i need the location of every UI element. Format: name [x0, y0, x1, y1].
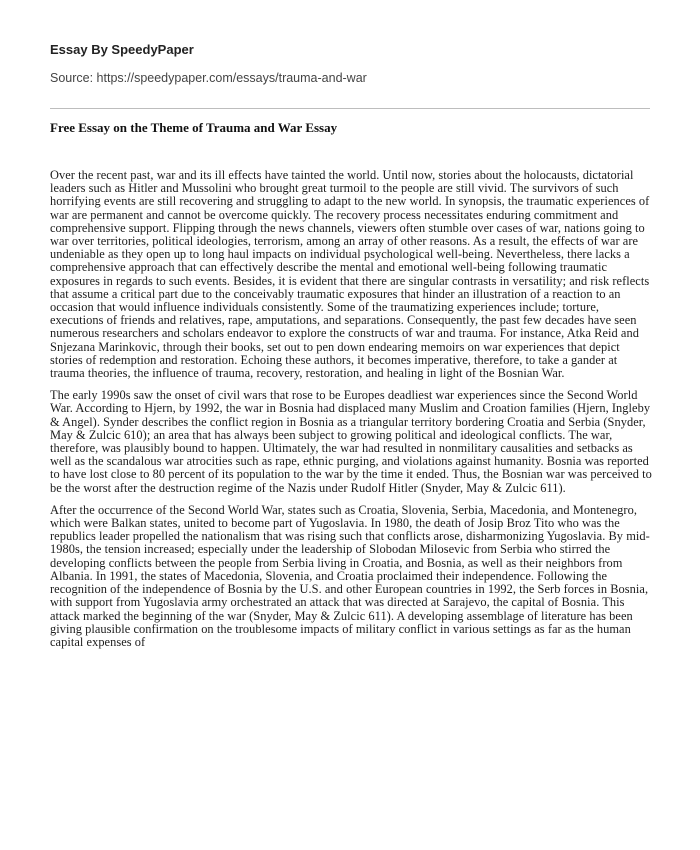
essay-title: Free Essay on the Theme of Trauma and War Essay [50, 120, 338, 135]
brand-title: Essay By SpeedyPaper [50, 42, 194, 57]
essay-paragraph-1: Over the recent past, war and its ill effects have tainted the world. Until now, stories about the holocausts, dictatorial leaders such as Hitler and Mussolini who brought great turmoil to the people are still vivid. The survivors of such horrifying events are still recovering and struggling to adapt to the new world. In synopsis, the traumatic experiences of war are permanent and cannot be overcome quickly. The recovery process necessitates enduring commitment and comprehensive support. Flipping through the news channels, viewers often stumble over cases of war, nations going to war over territories, political ideologies, terrorism, among an array of other reasons. As a result, the effects of war are undeniable as they open up to long haul impacts on individual psychological well-being. Nevertheless, there lacks a comprehensive approach that can effectively describe the mental and emotional well-being following traumatic exposures in regards to such events. Besides, it is evident that there are singular contrasts in versatility; and risk reflects that assume a critical part due to the conceivably traumatic exposures that hinder an illustration of a reaction to an occasion that would influence individuals consistently. Some of the traumatizing experiences include; torture, executions of friends and relatives, rape, amputations, and separations. Consequently, the past few decades have seen numerous researchers and scholars endeavor to explore the constructs of war and trauma. For instance, Atka Reid and Snjezana Marinkovic, through their books, set out to pen down endearing memoirs on war experiences that depict stories of redemption and restoration. Echoing these authors, it becomes imperative, therefore, to take a gander at trauma theories, the influence of trauma, recovery, restoration, and healing in light of the Bosnian War. [50, 168, 650, 381]
essay-paragraph-2: The early 1990s saw the onset of civil wars that rose to be Europes deadliest war experiences since the Second World War. According to Hjern, by 1992, the war in Bosnia had displaced many Muslim and Croation families (Hjern, Ingleby & Angel). Synder describes the conflict region in Bosnia as a triangular territory bordering Croatia and Serbia (Snyder, May & Zulcic 610); an area that has always been subject to growing political and ideological conflicts. The war, therefore, was plausibly bound to happen. Ultimately, the war had resulted in nonmilitary causalities and setbacks as well as the scandalous war atrocities such as rape, ethnic purging, and violations against humanity. Bosnia was reported to have lost close to 80 percent of its population to the war by the time it ended. Thus, the Bosnian war was perceived to be the worst after the destruction regime of the Nazis under Rudolf Hitler (Snyder, May & Zulcic 611). [50, 388, 652, 495]
header-divider [50, 108, 650, 109]
essay-body [50, 169, 652, 658]
essay-paragraph-3: After the occurrence of the Second World War, states such as Croatia, Slovenia, Serbia, Macedonia, and Montenegro, which were Balkan states, united to become part of Yugoslavia. In 1980, the death of Josip Broz Tito who was the republics leader propelled the nationalism that was rising such that conflicts arose, disharmonizing Yugoslavia. By mid-1980s, the tension increased; especially under the leadership of Slobodan Milosevic from Serbia who stirred the developing conflicts between the people from Serbia living in Croatia, and Bosnia, as well as their neighbors from Albania. In 1991, the states of Macedonia, Slovenia, and Croatia proclaimed their independence. Following the recognition of the independence of Bosnia by the U.S. and other European countries in 1992, the Serb forces in Bosnia, with support from Yugoslavia army orchestrated an attack that was directed at Sarajevo, the capital of Bosnia. This attack marked the beginning of the war (Snyder, May & Zulcic 611). A developing assemblage of literature has been giving plausible confirmation on the troublesome impacts of military conflict in various settings as far as the human capital expenses of [50, 502, 650, 649]
source-line: Source: https://speedypaper.com/essays/trauma-and-war [50, 71, 367, 85]
